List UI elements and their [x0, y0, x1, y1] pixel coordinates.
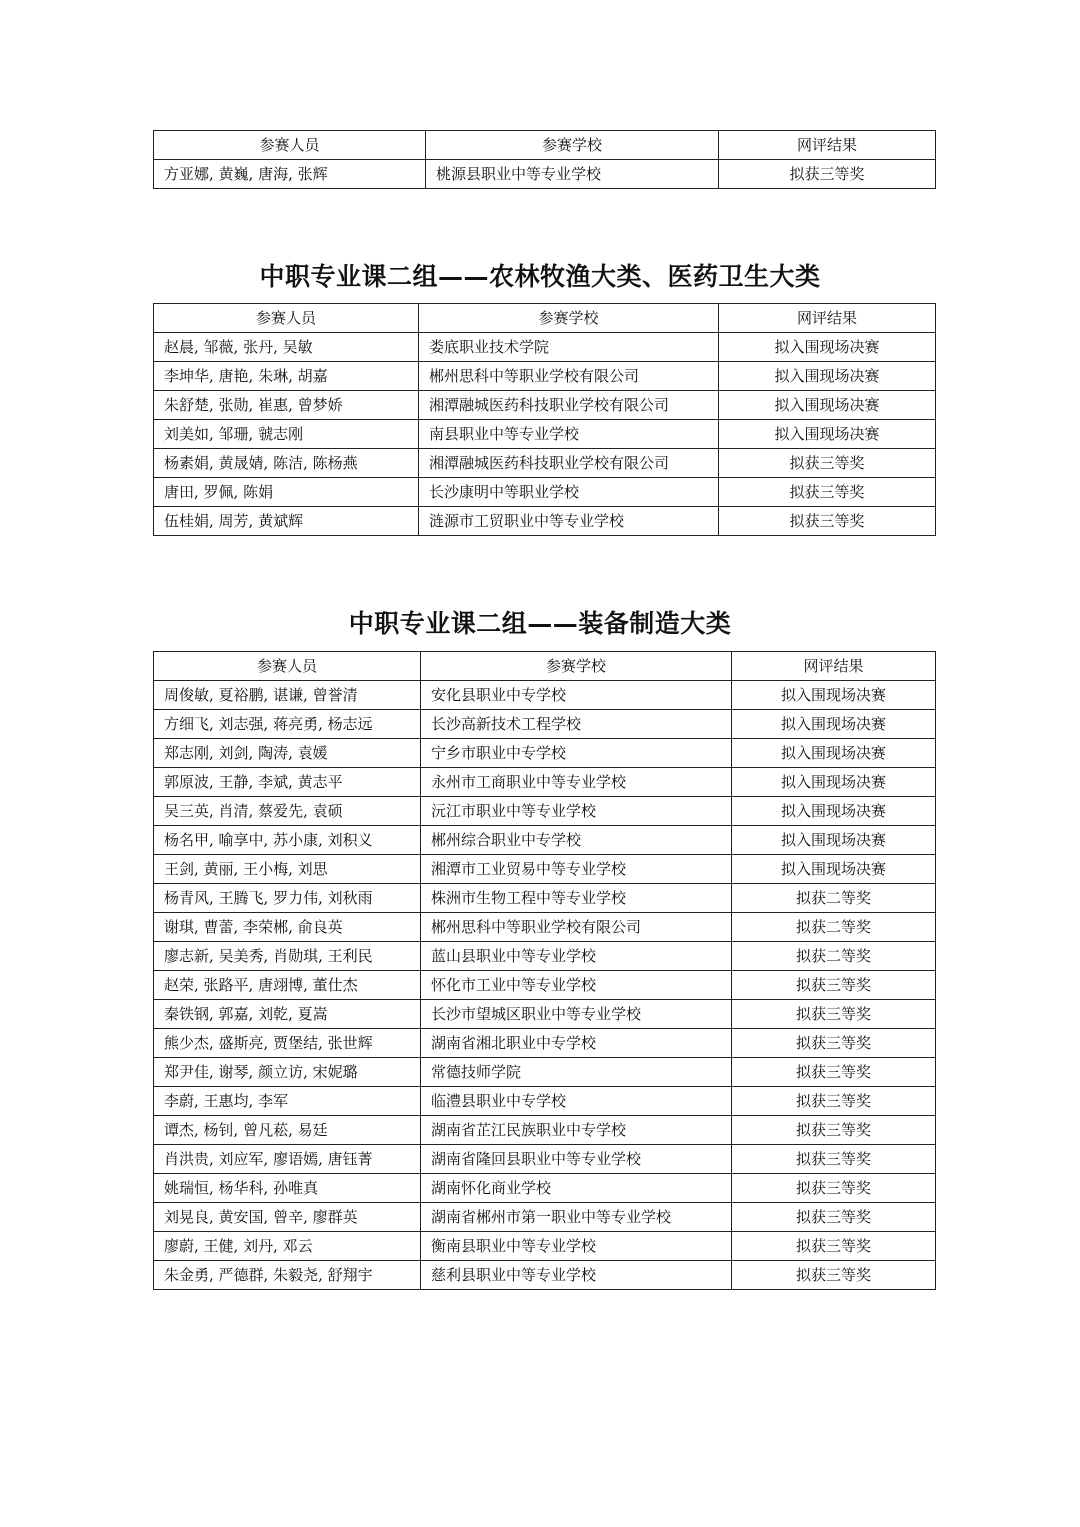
participants-cell: 吴三英, 肖清, 蔡爱先, 袁硕 — [154, 797, 421, 826]
result-cell: 拟入围现场决赛 — [732, 797, 936, 826]
school-cell: 湖南省芷江民族职业中专学校 — [421, 1116, 732, 1145]
header-people: 参赛人员 — [154, 304, 419, 333]
school-cell: 桃源县职业中等专业学校 — [426, 160, 719, 189]
result-cell: 拟获三等奖 — [719, 449, 936, 478]
participants-cell: 唐田, 罗佩, 陈娟 — [154, 478, 419, 507]
school-cell: 永州市工商职业中等专业学校 — [421, 768, 732, 797]
result-cell: 拟获三等奖 — [732, 1116, 936, 1145]
table-row — [154, 1087, 936, 1116]
table-row — [154, 884, 936, 913]
school-cell: 慈利县职业中等专业学校 — [421, 1261, 732, 1290]
table-row — [154, 971, 936, 1000]
result-cell: 拟获三等奖 — [732, 1261, 936, 1290]
participants-cell: 熊少杰, 盛斯亮, 贾堡结, 张世辉 — [154, 1029, 421, 1058]
table-row — [154, 768, 936, 797]
section-title: 中职专业课二组——装备制造大类 — [348, 609, 732, 638]
table-body — [154, 160, 936, 189]
table-row — [154, 797, 936, 826]
participants-cell: 刘美如, 邹珊, 虢志刚 — [154, 420, 419, 449]
school-cell: 宁乡市职业中专学校 — [421, 739, 732, 768]
result-cell: 拟入围现场决赛 — [732, 855, 936, 884]
result-cell: 拟入围现场决赛 — [732, 710, 936, 739]
table-row — [154, 739, 936, 768]
table-header-row — [154, 304, 936, 333]
result-cell: 拟获三等奖 — [732, 1029, 936, 1058]
school-cell: 长沙康明中等职业学校 — [419, 478, 719, 507]
result-cell: 拟入围现场决赛 — [719, 333, 936, 362]
table-row — [154, 507, 936, 536]
result-cell: 拟获三等奖 — [719, 478, 936, 507]
table-row — [154, 449, 936, 478]
table-row — [154, 1029, 936, 1058]
result-cell: 拟获三等奖 — [732, 1174, 936, 1203]
participants-cell: 郑尹佳, 谢琴, 颜立访, 宋妮璐 — [154, 1058, 421, 1087]
result-cell: 拟获三等奖 — [732, 1087, 936, 1116]
header-school: 参赛学校 — [421, 652, 732, 681]
result-cell: 拟入围现场决赛 — [732, 681, 936, 710]
participants-cell: 廖志新, 吴美秀, 肖勋琪, 王利民 — [154, 942, 421, 971]
participants-cell: 秦铁钢, 郭嘉, 刘乾, 夏嵩 — [154, 1000, 421, 1029]
section-title: 中职专业课二组——农林牧渔大类、医药卫生大类 — [259, 262, 821, 291]
school-cell: 长沙市望城区职业中等专业学校 — [421, 1000, 732, 1029]
table-row — [154, 913, 936, 942]
result-cell: 拟获三等奖 — [732, 1145, 936, 1174]
header-people: 参赛人员 — [154, 131, 426, 160]
result-cell: 拟入围现场决赛 — [719, 391, 936, 420]
result-cell: 拟入围现场决赛 — [719, 420, 936, 449]
result-cell: 拟入围现场决赛 — [732, 739, 936, 768]
result-cell: 拟获二等奖 — [732, 913, 936, 942]
result-cell: 拟获三等奖 — [732, 1058, 936, 1087]
participants-cell: 周俊敏, 夏裕鹏, 谌谦, 曾誉清 — [154, 681, 421, 710]
participants-cell: 郭原波, 王静, 李斌, 黄志平 — [154, 768, 421, 797]
table-row — [154, 1203, 936, 1232]
table-row — [154, 1116, 936, 1145]
table-row — [154, 420, 936, 449]
table-row — [154, 362, 936, 391]
header-result: 网评结果 — [719, 131, 936, 160]
participants-cell: 谢琪, 曹蕾, 李荣郴, 俞良英 — [154, 913, 421, 942]
participants-cell: 姚瑞恒, 杨华科, 孙唯真 — [154, 1174, 421, 1203]
school-cell: 湖南怀化商业学校 — [421, 1174, 732, 1203]
header-people: 参赛人员 — [154, 652, 421, 681]
header-result: 网评结果 — [719, 304, 936, 333]
school-cell: 衡南县职业中等专业学校 — [421, 1232, 732, 1261]
table-row — [154, 710, 936, 739]
table-header-row — [154, 131, 936, 160]
school-cell: 怀化市工业中等专业学校 — [421, 971, 732, 1000]
result-cell: 拟获三等奖 — [732, 1203, 936, 1232]
table-row — [154, 478, 936, 507]
school-cell: 常德技师学院 — [421, 1058, 732, 1087]
participants-cell: 方亚娜, 黄巍, 唐海, 张辉 — [154, 160, 426, 189]
header-school: 参赛学校 — [426, 131, 719, 160]
participants-cell: 杨青风, 王腾飞, 罗力伟, 刘秋雨 — [154, 884, 421, 913]
school-cell: 娄底职业技术学院 — [419, 333, 719, 362]
result-cell: 拟入围现场决赛 — [719, 362, 936, 391]
table-row — [154, 1261, 936, 1290]
table-body — [154, 333, 936, 536]
result-cell: 拟获三等奖 — [732, 971, 936, 1000]
participants-cell: 杨名甲, 喻享中, 苏小康, 刘积义 — [154, 826, 421, 855]
table-row — [154, 855, 936, 884]
results-table-3 — [153, 651, 936, 1290]
participants-cell: 李蔚, 王惠均, 李军 — [154, 1087, 421, 1116]
result-cell: 拟获二等奖 — [732, 942, 936, 971]
table-header-row — [154, 652, 936, 681]
table-row — [154, 391, 936, 420]
table-row — [154, 826, 936, 855]
participants-cell: 郑志刚, 刘剑, 陶涛, 袁媛 — [154, 739, 421, 768]
table-row — [154, 942, 936, 971]
table-row — [154, 1232, 936, 1261]
table-row — [154, 333, 936, 362]
school-cell: 南县职业中等专业学校 — [419, 420, 719, 449]
table-body — [154, 681, 936, 1290]
participants-cell: 朱舒楚, 张勋, 崔惠, 曾梦娇 — [154, 391, 419, 420]
participants-cell: 杨素娟, 黄晟婧, 陈洁, 陈杨燕 — [154, 449, 419, 478]
school-cell: 涟源市工贸职业中等专业学校 — [419, 507, 719, 536]
school-cell: 郴州思科中等职业学校有限公司 — [419, 362, 719, 391]
result-cell: 拟入围现场决赛 — [732, 826, 936, 855]
school-cell: 沅江市职业中等专业学校 — [421, 797, 732, 826]
participants-cell: 赵晨, 邹薇, 张丹, 吴敏 — [154, 333, 419, 362]
result-cell: 拟入围现场决赛 — [732, 768, 936, 797]
school-cell: 株洲市生物工程中等专业学校 — [421, 884, 732, 913]
school-cell: 湖南省隆回县职业中等专业学校 — [421, 1145, 732, 1174]
header-school: 参赛学校 — [419, 304, 719, 333]
participants-cell: 谭杰, 杨钊, 曾凡菘, 易廷 — [154, 1116, 421, 1145]
participants-cell: 肖洪贵, 刘应军, 廖语嫣, 唐钰菁 — [154, 1145, 421, 1174]
participants-cell: 朱金勇, 严德群, 朱毅尧, 舒翔宇 — [154, 1261, 421, 1290]
school-cell: 郴州思科中等职业学校有限公司 — [421, 913, 732, 942]
table-row — [154, 1174, 936, 1203]
results-table-2 — [153, 303, 936, 536]
table-row — [154, 1000, 936, 1029]
school-cell: 蓝山县职业中等专业学校 — [421, 942, 732, 971]
result-cell: 拟获三等奖 — [719, 160, 936, 189]
school-cell: 湘潭融城医药科技职业学校有限公司 — [419, 391, 719, 420]
school-cell: 湖南省湘北职业中专学校 — [421, 1029, 732, 1058]
participants-cell: 李坤华, 唐艳, 朱琳, 胡嘉 — [154, 362, 419, 391]
participants-cell: 方细飞, 刘志强, 蒋亮勇, 杨志远 — [154, 710, 421, 739]
school-cell: 郴州综合职业中专学校 — [421, 826, 732, 855]
participants-cell: 赵荣, 张路平, 唐翊博, 董仕杰 — [154, 971, 421, 1000]
school-cell: 安化县职业中专学校 — [421, 681, 732, 710]
school-cell: 湘潭融城医药科技职业学校有限公司 — [419, 449, 719, 478]
result-cell: 拟获三等奖 — [732, 1000, 936, 1029]
participants-cell: 刘晃良, 黄安国, 曾辛, 廖群英 — [154, 1203, 421, 1232]
table-row — [154, 681, 936, 710]
table-row — [154, 1145, 936, 1174]
result-cell: 拟获二等奖 — [732, 884, 936, 913]
school-cell: 临澧县职业中专学校 — [421, 1087, 732, 1116]
participants-cell: 王剑, 黄丽, 王小梅, 刘思 — [154, 855, 421, 884]
school-cell: 湘潭市工业贸易中等专业学校 — [421, 855, 732, 884]
result-cell: 拟获三等奖 — [719, 507, 936, 536]
school-cell: 湖南省郴州市第一职业中等专业学校 — [421, 1203, 732, 1232]
school-cell: 长沙高新技术工程学校 — [421, 710, 732, 739]
header-result: 网评结果 — [732, 652, 936, 681]
participants-cell: 伍桂娟, 周芳, 黄斌辉 — [154, 507, 419, 536]
table-row — [154, 1058, 936, 1087]
participants-cell: 廖蔚, 王健, 刘丹, 邓云 — [154, 1232, 421, 1261]
table-row — [154, 160, 936, 189]
results-table-1 — [153, 130, 936, 189]
result-cell: 拟获三等奖 — [732, 1232, 936, 1261]
